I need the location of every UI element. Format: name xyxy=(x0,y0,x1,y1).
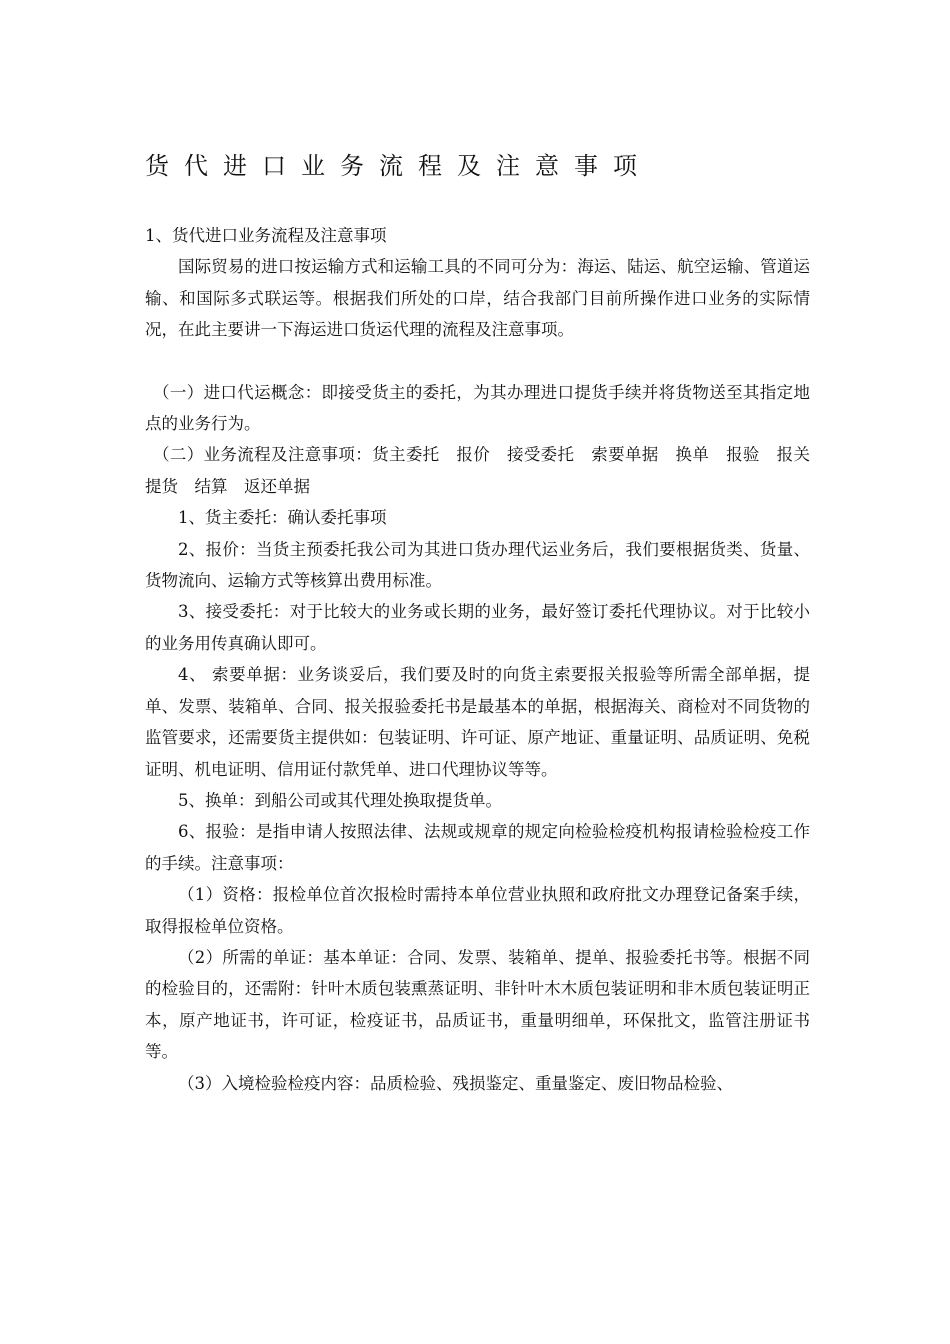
list-item: 3、接受委托：对于比较大的业务或长期的业务，最好签订委托代理协议。对于比较小的业务用传真确认即可。 xyxy=(145,602,810,653)
document-body xyxy=(145,220,827,1099)
list-item: （1）资格：报检单位首次报检时需持本单位营业执照和政府批文办理登记备案手续，取得报检单位资格。 xyxy=(145,885,810,936)
list-item: 5、换单：到船公司或其代理处换取提货单。 xyxy=(178,790,502,810)
list-item: （2）所需的单证：基本单证：合同、发票、装箱单、提单、报验委托书等。根据不同的检验目的，还需附：针叶木质包装熏蒸证明、非针叶木木质包装证明和非木质包装证明正本，原产地证书，许可证，检疫证书，品质证书，重量明细单，环保批文，监管注册证书等。 xyxy=(145,947,810,1062)
section-1-paragraph: （一）进口代运概念：即接受货主的委托，为其办理进口提货手续并将货物送至其指定地点的业务行为。 xyxy=(145,382,810,434)
list-item: （3）入境检验检疫内容：品质检验、残损鉴定、重量鉴定、废旧物品检验、 xyxy=(178,1073,733,1093)
intro-paragraph: 国际贸易的进口按运输方式和运输工具的不同可分为：海运、陆运、航空运输、管道运输、和国际多式联运等。根据我们所处的口岸，结合我部门目前所操作进口业务的实际情况，在此主要讲一下海运进口货运代理的流程及注意事项。 xyxy=(145,257,810,340)
list-item: 6、报验：是指申请人按照法律、法规或规章的规定向检验检疫机构报请检验检疫工作的手续。注意事项： xyxy=(145,822,810,873)
section-2-paragraph: （二）业务流程及注意事项：货主委托 报价 接受委托 索要单据 换单 报验 报关 提货 结算 返还单据 xyxy=(145,445,827,496)
document-title: 货代进口业务流程及注意事项 xyxy=(145,152,652,180)
list-item: 2、报价：当货主预委托我公司为其进口货办理代运业务后，我们要根据货类、货量、货物流向、运输方式等核算出费用标准。 xyxy=(145,539,810,591)
list-item: 1、货主委托：确认委托事项 xyxy=(178,508,387,528)
list-item: 4、 索要单据：业务谈妥后，我们要及时的向货主索要报关报验等所需全部单据，提单、发票、装箱单、合同、报关报验委托书是最基本的单据，根据海关、商检对不同货物的监管要求，还需要货主提供如：包装证明、许可证、原产地证、重量证明、品质证明、免税证明、机电证明、信用证付款凭单、进口代理协议等等。 xyxy=(145,665,810,779)
paragraph-gap xyxy=(145,346,810,377)
section-heading: 1、货代进口业务流程及注意事项 xyxy=(145,226,387,245)
